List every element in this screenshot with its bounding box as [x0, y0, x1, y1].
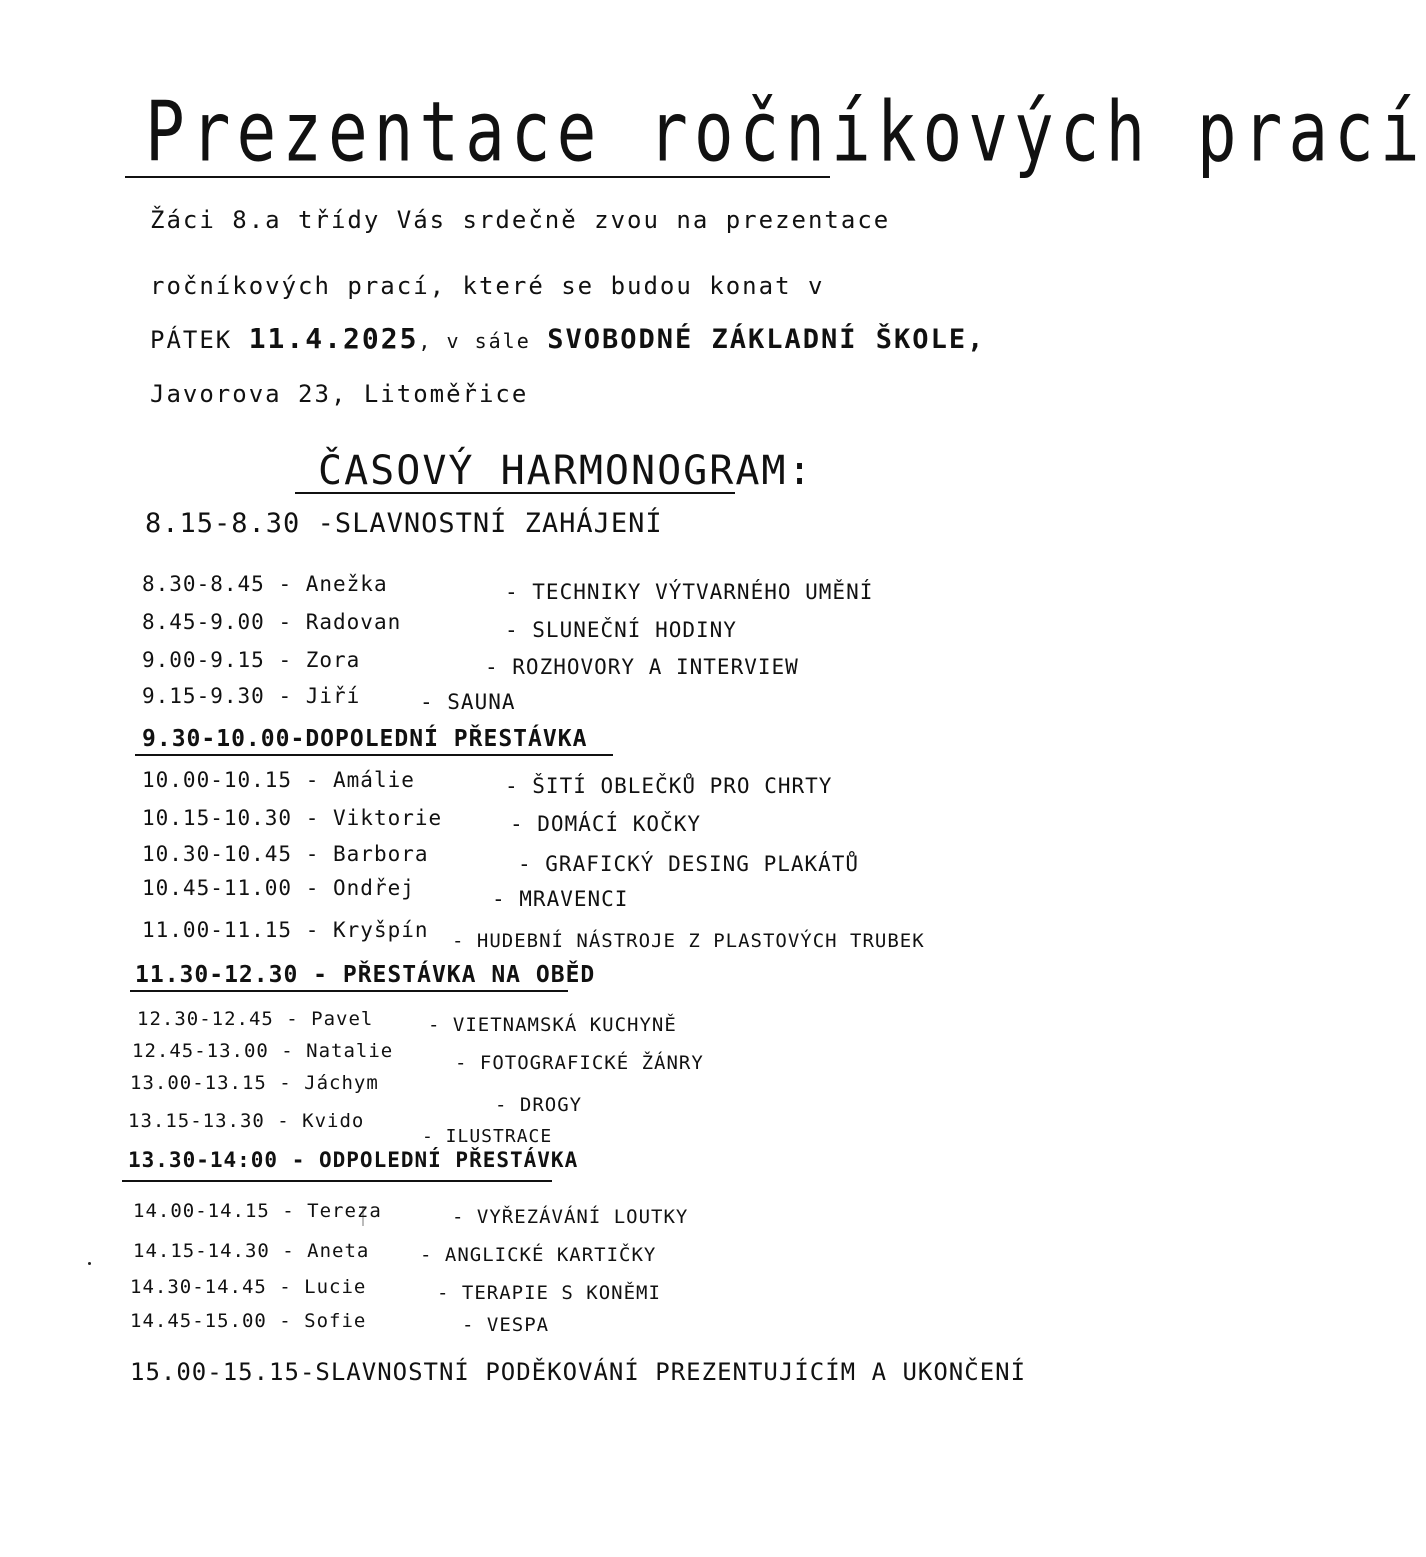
row-time: 8.45-9.00: [142, 610, 265, 634]
row-topic: - TECHNIKY VÝTVARNÉHO UMĚNÍ: [505, 580, 874, 604]
row-time: 14.00-14.15: [133, 1200, 270, 1222]
schedule-row: [142, 610, 401, 634]
venue-school: SVOBODNÉ ZÁKLADNÍ ŠKOLE,: [547, 324, 986, 355]
row-topic: - SLUNEČNÍ HODINY: [505, 618, 737, 642]
row-time: 10.00-10.15: [142, 768, 293, 792]
row-presenter: - Jiří: [278, 684, 361, 708]
row-topic: - ŠITÍ OBLEČKŮ PRO CHRTY: [505, 774, 833, 798]
break-afternoon: 13.30-14:00 - ODPOLEDNÍ PŘESTÁVKA: [128, 1148, 579, 1172]
break-morning: 9.30-10.00-DOPOLEDNÍ PŘESTÁVKA: [142, 726, 588, 752]
row-presenter: - Kvido: [277, 1110, 365, 1132]
row-presenter: - Aneta: [282, 1240, 370, 1262]
row-presenter: - Viktorie: [305, 806, 443, 830]
row-time: 12.45-13.00: [132, 1040, 269, 1062]
venue-address: Javorova 23, Litoměřice: [150, 380, 529, 408]
row-time: 14.45-15.00: [130, 1310, 267, 1332]
break-underline: [122, 1180, 552, 1182]
break-underline: [130, 990, 568, 992]
schedule-row: [137, 1008, 373, 1030]
schedule-row: [142, 876, 415, 900]
page-title: Prezentace ročníkových prací: [145, 84, 1426, 181]
row-topic: - ANGLICKÉ KARTIČKY: [420, 1244, 657, 1266]
row-topic: - VESPA: [462, 1314, 550, 1336]
row-topic: - FOTOGRAFICKÉ ŽÁNRY: [455, 1052, 704, 1074]
schedule-row: [130, 1072, 379, 1094]
schedule-row: [142, 842, 429, 866]
event-day: PÁTEK: [150, 326, 233, 354]
row-topic: - ROZHOVORY A INTERVIEW: [485, 655, 799, 679]
heading-underline: [295, 492, 735, 494]
schedule-row: [142, 648, 360, 672]
intro-line-3: [150, 322, 985, 355]
row-time: 14.15-14.30: [133, 1240, 270, 1262]
schedule-row: [130, 1276, 366, 1298]
break-lunch: 11.30-12.30 - PŘESTÁVKA NA OBĚD: [135, 962, 596, 988]
schedule-heading: ČASOVÝ HARMONOGRAM:: [318, 448, 814, 494]
row-topic: - DOMÁCÍ KOČKY: [510, 812, 702, 836]
schedule-row: [142, 806, 442, 830]
row-presenter: - Kryšpín: [305, 918, 429, 942]
row-topic: - ILUSTRACE: [422, 1126, 553, 1147]
schedule-row: [142, 684, 360, 708]
row-presenter: - Lucie: [279, 1276, 367, 1298]
row-presenter: - Pavel: [286, 1008, 374, 1030]
row-presenter: - Sofie: [279, 1310, 367, 1332]
row-presenter: - Amálie: [305, 768, 415, 792]
row-topic: - MRAVENCI: [492, 887, 629, 911]
schedule-row: [128, 1110, 364, 1132]
row-topic: - GRAFICKÝ DESING PLAKÁTŮ: [518, 852, 860, 876]
schedule-row: [142, 918, 429, 942]
schedule-closing: 15.00-15.15-SLAVNOSTNÍ PODĚKOVÁNÍ PREZENTUJÍCÍM A UKONČENÍ: [130, 1358, 1027, 1386]
row-time: 13.00-13.15: [130, 1072, 267, 1094]
row-time: 10.15-10.30: [142, 806, 293, 830]
title-underline: [125, 176, 830, 178]
row-presenter: - Zora: [278, 648, 361, 672]
row-time: 10.30-10.45: [142, 842, 293, 866]
schedule-row: [133, 1200, 382, 1222]
row-time: 9.15-9.30: [142, 684, 265, 708]
schedule-row: [142, 572, 388, 596]
opening-text: -SLAVNOSTNÍ ZAHÁJENÍ: [317, 508, 663, 539]
row-topic: - HUDEBNÍ NÁSTROJE Z PLASTOVÝCH TRUBEK: [452, 930, 925, 952]
row-presenter: - Barbora: [305, 842, 429, 866]
venue-prefix: , v sále: [418, 329, 531, 353]
row-time: 9.00-9.15: [142, 648, 265, 672]
row-topic: - VYŘEZÁVÁNÍ LOUTKY: [452, 1206, 689, 1228]
row-presenter: - Tereza: [282, 1200, 382, 1222]
stray-dot: [88, 1262, 91, 1265]
row-time: 8.30-8.45: [142, 572, 265, 596]
row-presenter: - Ondřej: [305, 876, 415, 900]
schedule-row: [142, 768, 415, 792]
row-topic: - DROGY: [495, 1094, 583, 1116]
row-presenter: - Natalie: [281, 1040, 394, 1062]
schedule-row: [130, 1310, 366, 1332]
row-time: 13.15-13.30: [128, 1110, 265, 1132]
schedule-row: [132, 1040, 393, 1062]
row-time: 12.30-12.45: [137, 1008, 274, 1030]
row-topic: - VIETNAMSKÁ KUCHYNĚ: [428, 1014, 677, 1036]
row-presenter: - Radovan: [278, 610, 402, 634]
row-time: 10.45-11.00: [142, 876, 293, 900]
break-underline: [135, 754, 613, 756]
intro-line-1: Žáci 8.a třídy Vás srdečně zvou na prezentace: [150, 206, 891, 234]
opening-time: 8.15-8.30: [145, 508, 301, 539]
row-time: 14.30-14.45: [130, 1276, 267, 1298]
row-topic: - SAUNA: [420, 690, 516, 714]
event-date: 11.4.2025: [248, 322, 419, 355]
row-presenter: - Anežka: [278, 572, 388, 596]
intro-line-2: ročníkových prací, které se budou konat v: [150, 272, 825, 300]
row-topic: - TERAPIE S KONĚMI: [437, 1282, 661, 1304]
row-time: 11.00-11.15: [142, 918, 293, 942]
schedule-row: [133, 1240, 369, 1262]
schedule-opening: [145, 508, 663, 539]
row-presenter: - Jáchym: [279, 1072, 379, 1094]
